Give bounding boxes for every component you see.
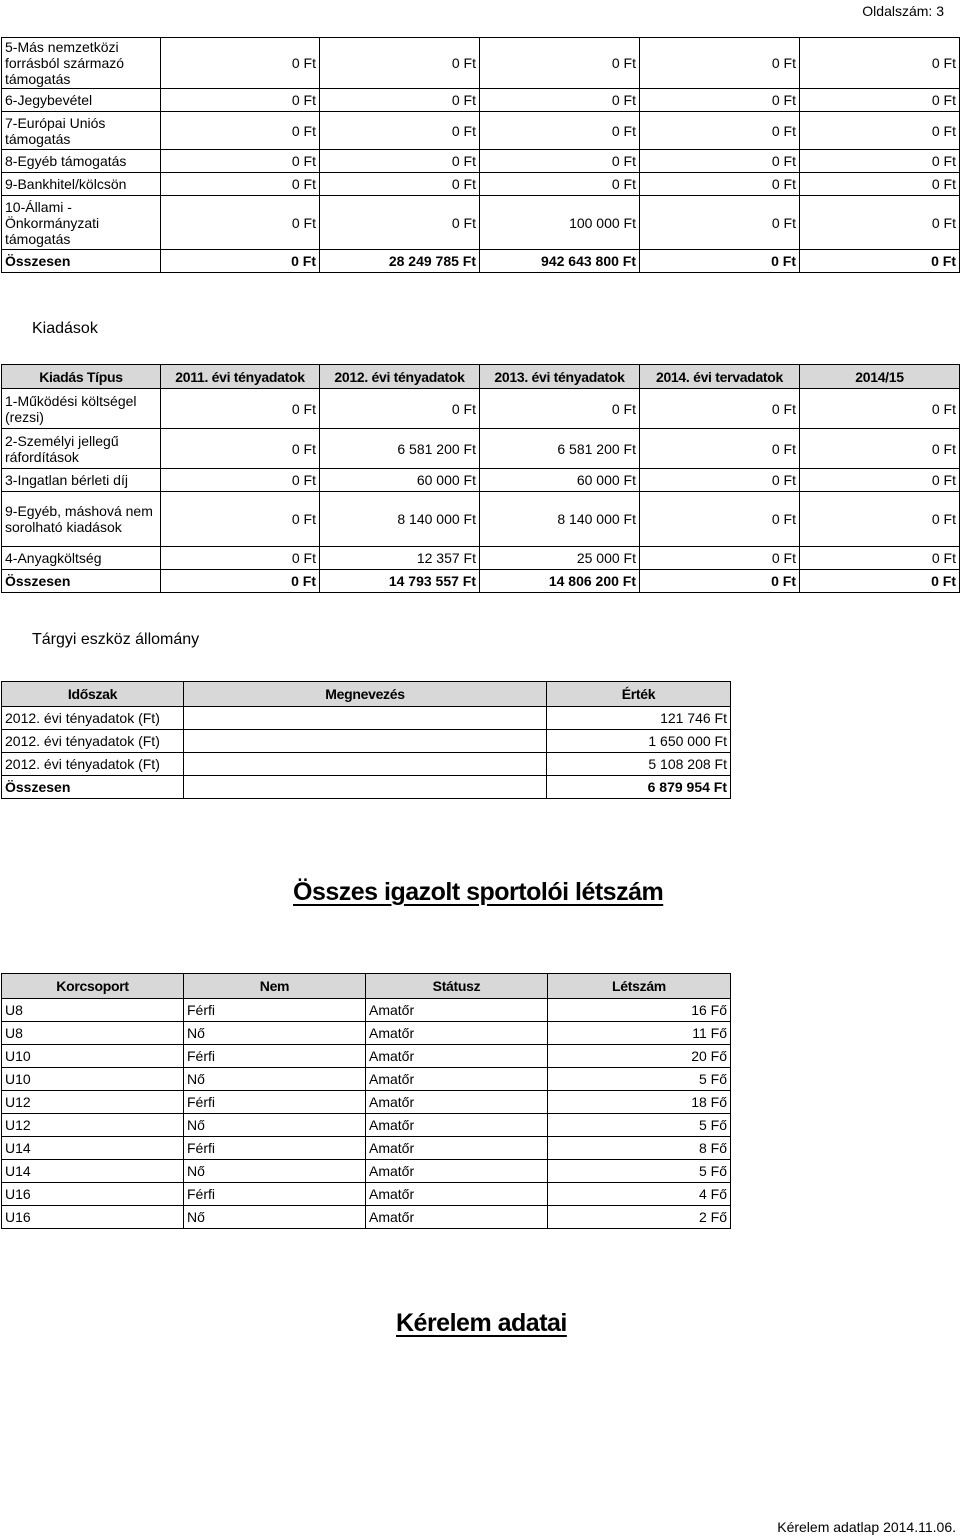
empty-cell [184, 776, 547, 799]
athletes-table [1, 973, 731, 1229]
table-row [2, 1068, 731, 1091]
cell-value: 0 Ft [800, 469, 960, 492]
age-group-cell: U8 [2, 999, 184, 1022]
cell-value: 0 Ft [161, 429, 320, 469]
age-group-cell: U12 [2, 1114, 184, 1137]
row-label: 9-Bankhitel/kölcsön [2, 173, 161, 196]
cell-value: 100 000 Ft [480, 196, 640, 250]
cell-value: 0 Ft [320, 38, 480, 89]
cell-value: 0 Ft [640, 173, 800, 196]
status-cell: Amatőr [366, 1206, 548, 1229]
table-row [2, 389, 960, 429]
cell-value: 0 Ft [320, 173, 480, 196]
table-row [2, 730, 731, 753]
table-row [2, 1206, 731, 1229]
age-group-cell: U14 [2, 1160, 184, 1183]
total-value: 28 249 785 Ft [320, 250, 480, 273]
cell-value: 0 Ft [480, 38, 640, 89]
age-group-cell: U10 [2, 1068, 184, 1091]
expenses-table [1, 364, 960, 593]
cell-value: 0 Ft [800, 150, 960, 173]
value-cell: 5 108 208 Ft [547, 753, 731, 776]
cell-value: 0 Ft [800, 89, 960, 112]
cell-value: 0 Ft [800, 389, 960, 429]
row-label: 4-Anyagköltség [2, 547, 161, 570]
cell-value: 0 Ft [161, 150, 320, 173]
header-row [2, 365, 960, 389]
cell-value: 0 Ft [640, 492, 800, 547]
gender-cell: Nő [184, 1160, 366, 1183]
value-cell: 121 746 Ft [547, 707, 731, 730]
status-cell: Amatőr [366, 1137, 548, 1160]
period-cell: 2012. évi tényadatok (Ft) [2, 707, 184, 730]
name-cell [184, 753, 547, 776]
row-label: 10-Állami - Önkormányzati támogatás [2, 196, 161, 250]
table-row [2, 999, 731, 1022]
table-row [2, 429, 960, 469]
table-row [2, 38, 960, 89]
total-row [2, 250, 960, 273]
count-cell: 5 Fő [548, 1114, 731, 1137]
column-header: 2011. évi tényadatok [161, 365, 320, 389]
row-label: 3-Ingatlan bérleti díj [2, 469, 161, 492]
age-group-cell: U14 [2, 1137, 184, 1160]
age-group-cell: U12 [2, 1091, 184, 1114]
cell-value: 0 Ft [320, 89, 480, 112]
status-cell: Amatőr [366, 1160, 548, 1183]
header-row [2, 682, 731, 707]
cell-value: 0 Ft [320, 389, 480, 429]
cell-value: 0 Ft [320, 112, 480, 150]
column-header: Létszám [548, 974, 731, 999]
gender-cell: Nő [184, 1114, 366, 1137]
total-value: 14 793 557 Ft [320, 570, 480, 593]
gender-cell: Férfi [184, 1091, 366, 1114]
table-row [2, 707, 731, 730]
cell-value: 60 000 Ft [480, 469, 640, 492]
row-label: 9-Egyéb, máshová nem sorolható kiadások [2, 492, 161, 547]
cell-value: 0 Ft [161, 196, 320, 250]
status-cell: Amatőr [366, 1022, 548, 1045]
cell-value: 0 Ft [640, 38, 800, 89]
row-label: 1-Működési költségel (rezsi) [2, 389, 161, 429]
count-cell: 5 Fő [548, 1068, 731, 1091]
cell-value: 0 Ft [161, 112, 320, 150]
column-header: Nem [184, 974, 366, 999]
row-label: 6-Jegybevétel [2, 89, 161, 112]
cell-value: 0 Ft [640, 89, 800, 112]
cell-value: 0 Ft [161, 547, 320, 570]
column-header: 2013. évi tényadatok [480, 365, 640, 389]
gender-cell: Nő [184, 1068, 366, 1091]
table-row [2, 1183, 731, 1206]
total-value: 0 Ft [161, 250, 320, 273]
age-group-cell: U16 [2, 1206, 184, 1229]
table-row [2, 1022, 731, 1045]
cell-value: 0 Ft [640, 112, 800, 150]
age-group-cell: U8 [2, 1022, 184, 1045]
table-row [2, 753, 731, 776]
cell-value: 0 Ft [320, 150, 480, 173]
cell-value: 0 Ft [800, 173, 960, 196]
cell-value: 0 Ft [800, 547, 960, 570]
cell-value: 60 000 Ft [320, 469, 480, 492]
total-row [2, 570, 960, 593]
cell-value: 25 000 Ft [480, 547, 640, 570]
gender-cell: Férfi [184, 1045, 366, 1068]
status-cell: Amatőr [366, 1091, 548, 1114]
cell-value: 0 Ft [161, 38, 320, 89]
table-row [2, 1137, 731, 1160]
total-label: Összesen [2, 570, 161, 593]
gender-cell: Férfi [184, 999, 366, 1022]
cell-value: 0 Ft [800, 196, 960, 250]
status-cell: Amatőr [366, 999, 548, 1022]
total-value: 6 879 954 Ft [547, 776, 731, 799]
column-header: Kiadás Típus [2, 365, 161, 389]
count-cell: 4 Fő [548, 1183, 731, 1206]
status-cell: Amatőr [366, 1045, 548, 1068]
cell-value: 0 Ft [161, 173, 320, 196]
row-label: 7-Európai Uniós támogatás [2, 112, 161, 150]
total-label: Összesen [2, 776, 184, 799]
table-row [2, 469, 960, 492]
expenses-title: Kiadások [32, 320, 98, 337]
column-header: 2012. évi tényadatok [320, 365, 480, 389]
cell-value: 0 Ft [640, 547, 800, 570]
cell-value: 8 140 000 Ft [320, 492, 480, 547]
total-value: 14 806 200 Ft [480, 570, 640, 593]
column-header: Megnevezés [184, 682, 547, 707]
page-number: Oldalszám: 3 [862, 3, 944, 19]
cell-value: 0 Ft [640, 196, 800, 250]
cell-value: 6 581 200 Ft [480, 429, 640, 469]
cell-value: 0 Ft [640, 469, 800, 492]
cell-value: 0 Ft [480, 173, 640, 196]
cell-value: 0 Ft [800, 38, 960, 89]
cell-value: 0 Ft [800, 112, 960, 150]
row-label: 2-Személyi jellegű ráfordítások [2, 429, 161, 469]
total-row [2, 776, 731, 799]
period-cell: 2012. évi tényadatok (Ft) [2, 730, 184, 753]
cell-value: 0 Ft [640, 389, 800, 429]
cell-value: 0 Ft [800, 492, 960, 547]
count-cell: 2 Fő [548, 1206, 731, 1229]
cell-value: 0 Ft [640, 429, 800, 469]
name-cell [184, 730, 547, 753]
cell-value: 6 581 200 Ft [320, 429, 480, 469]
total-value: 0 Ft [800, 250, 960, 273]
count-cell: 20 Fő [548, 1045, 731, 1068]
column-header: Státusz [366, 974, 548, 999]
cell-value: 0 Ft [480, 89, 640, 112]
table-row [2, 1045, 731, 1068]
gender-cell: Férfi [184, 1137, 366, 1160]
table-row [2, 492, 960, 547]
assets-title: Tárgyi eszköz állomány [32, 631, 200, 648]
row-label: 8-Egyéb támogatás [2, 150, 161, 173]
row-label: 5-Más nemzetközi forrásból származó támogatás [2, 38, 161, 89]
cell-value: 0 Ft [161, 89, 320, 112]
total-value: 0 Ft [800, 570, 960, 593]
cell-value: 12 357 Ft [320, 547, 480, 570]
total-value: 942 643 800 Ft [480, 250, 640, 273]
income-table [1, 37, 960, 273]
column-header: Időszak [2, 682, 184, 707]
cell-value: 0 Ft [640, 150, 800, 173]
gender-cell: Nő [184, 1206, 366, 1229]
cell-value: 0 Ft [320, 196, 480, 250]
cell-value: 0 Ft [161, 469, 320, 492]
gender-cell: Férfi [184, 1183, 366, 1206]
cell-value: 0 Ft [480, 389, 640, 429]
cell-value: 0 Ft [800, 429, 960, 469]
table-row [2, 1091, 731, 1114]
period-cell: 2012. évi tényadatok (Ft) [2, 753, 184, 776]
column-header: 2014/15 [800, 365, 960, 389]
header-row [2, 974, 731, 999]
assets-table [1, 681, 731, 799]
table-row [2, 547, 960, 570]
status-cell: Amatőr [366, 1068, 548, 1091]
total-label: Összesen [2, 250, 161, 273]
total-value: 0 Ft [640, 570, 800, 593]
column-header: Korcsoport [2, 974, 184, 999]
table-row [2, 196, 960, 250]
cell-value: 0 Ft [480, 112, 640, 150]
total-value: 0 Ft [161, 570, 320, 593]
count-cell: 5 Fő [548, 1160, 731, 1183]
request-title: Kérelem adatai [396, 1309, 567, 1337]
value-cell: 1 650 000 Ft [547, 730, 731, 753]
cell-value: 0 Ft [161, 389, 320, 429]
count-cell: 16 Fő [548, 999, 731, 1022]
cell-value: 0 Ft [480, 150, 640, 173]
age-group-cell: U16 [2, 1183, 184, 1206]
age-group-cell: U10 [2, 1045, 184, 1068]
status-cell: Amatőr [366, 1114, 548, 1137]
table-row [2, 173, 960, 196]
count-cell: 8 Fő [548, 1137, 731, 1160]
status-cell: Amatőr [366, 1183, 548, 1206]
cell-value: 8 140 000 Ft [480, 492, 640, 547]
table-row [2, 1114, 731, 1137]
cell-value: 0 Ft [161, 492, 320, 547]
column-header: 2014. évi tervadatok [640, 365, 800, 389]
athletes-title: Összes igazolt sportolói létszám [293, 878, 664, 906]
total-value: 0 Ft [640, 250, 800, 273]
count-cell: 11 Fő [548, 1022, 731, 1045]
table-row [2, 112, 960, 150]
table-row [2, 150, 960, 173]
table-row [2, 89, 960, 112]
column-header: Érték [547, 682, 731, 707]
count-cell: 18 Fő [548, 1091, 731, 1114]
footer-text: Kérelem adatlap 2014.11.06. [777, 1519, 956, 1535]
gender-cell: Nő [184, 1022, 366, 1045]
name-cell [184, 707, 547, 730]
table-row [2, 1160, 731, 1183]
